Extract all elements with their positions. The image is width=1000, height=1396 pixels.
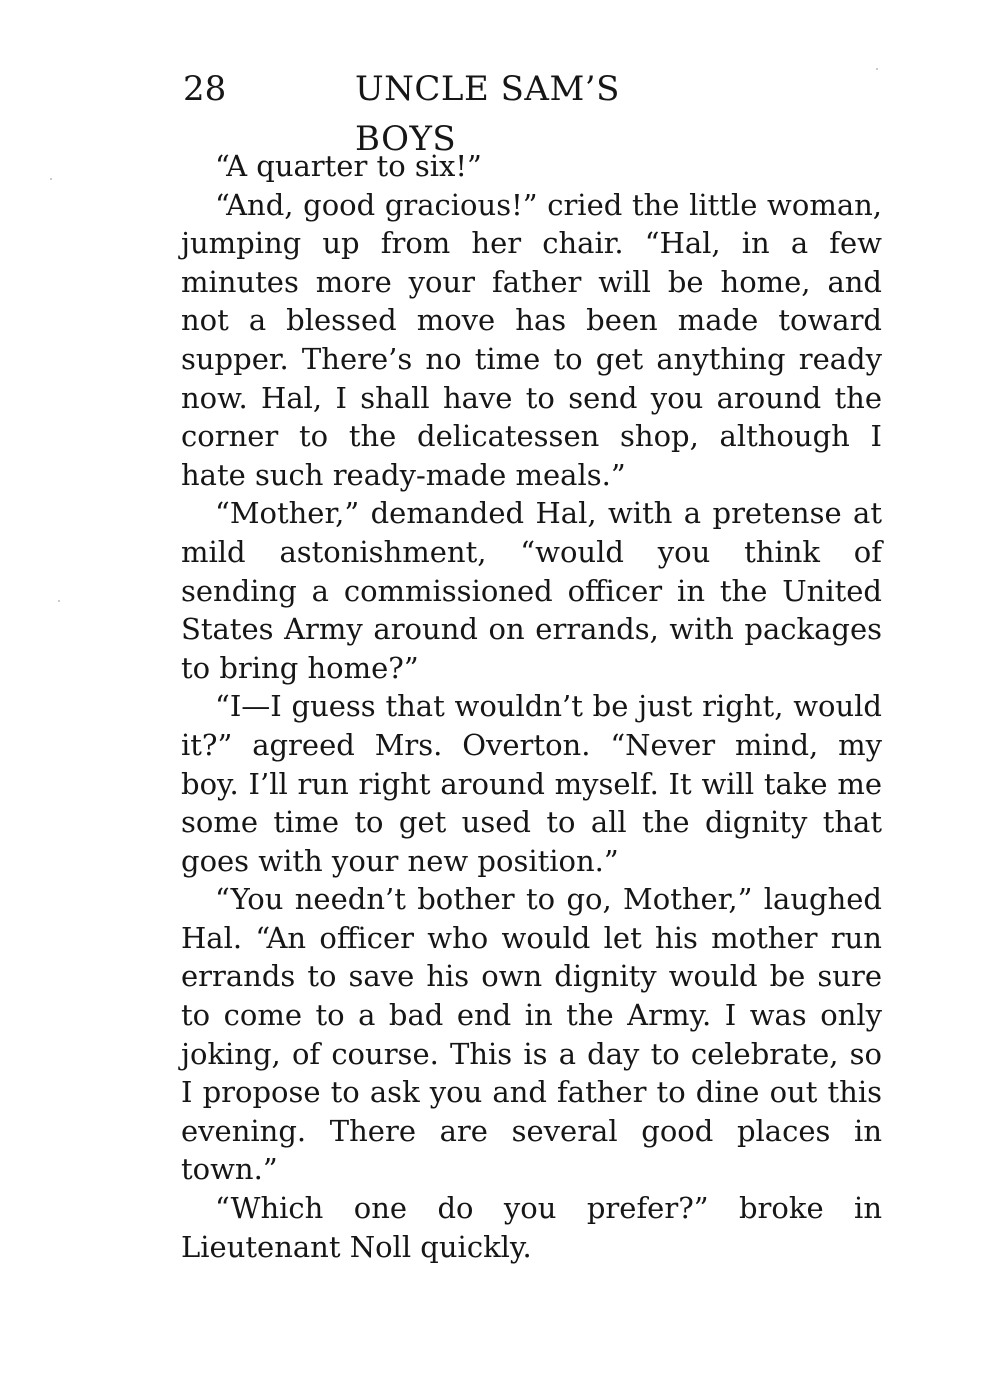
paragraph: “And, good gracious!” cried the little woman, jumping up from her chair. “Hal, in a few minutes more your father will be home, and not a blessed move has been made toward supper. There’s no time to get anything ready now. Hal, I shall have to send you around the corner to the delicatessen shop, although I hate such ready-made meals.” [181, 187, 882, 492]
running-title: UNCLE SAM’S BOYS [355, 69, 620, 159]
paragraph: “Which one do you prefer?” broke in Lieutenant Noll quickly. [181, 1191, 882, 1264]
body-text [181, 147, 882, 1266]
paragraph: “I—I guess that wouldn’t be just right, would it?” agreed Mrs. Overton. “Never mind, my boy. I’ll run right around myself. It will take me some time to get used to all the dignity that goes with your new position.” [181, 689, 882, 878]
page-number: 28 [183, 69, 227, 109]
paragraph: “You needn’t bother to go, Mother,” laughed Hal. “An officer who would let his mother run errands to save his own dignity would be sure to come to a bad end in the Army. I was only joking, of course. This is a day to celebrate, so I propose to ask you and father to dine out this evening. There are several good places in town.” [181, 882, 882, 1187]
scan-speck [876, 68, 878, 70]
page-header [183, 64, 713, 159]
scan-speck [58, 600, 60, 602]
paragraph: “Mother,” demanded Hal, with a pretense at mild astonishment, “would you think of sending a commissioned officer in the United States Army around on errands, with packages to bring home?” [181, 496, 882, 685]
paragraph: “A quarter to six!” [215, 149, 482, 183]
scan-speck [50, 178, 52, 180]
